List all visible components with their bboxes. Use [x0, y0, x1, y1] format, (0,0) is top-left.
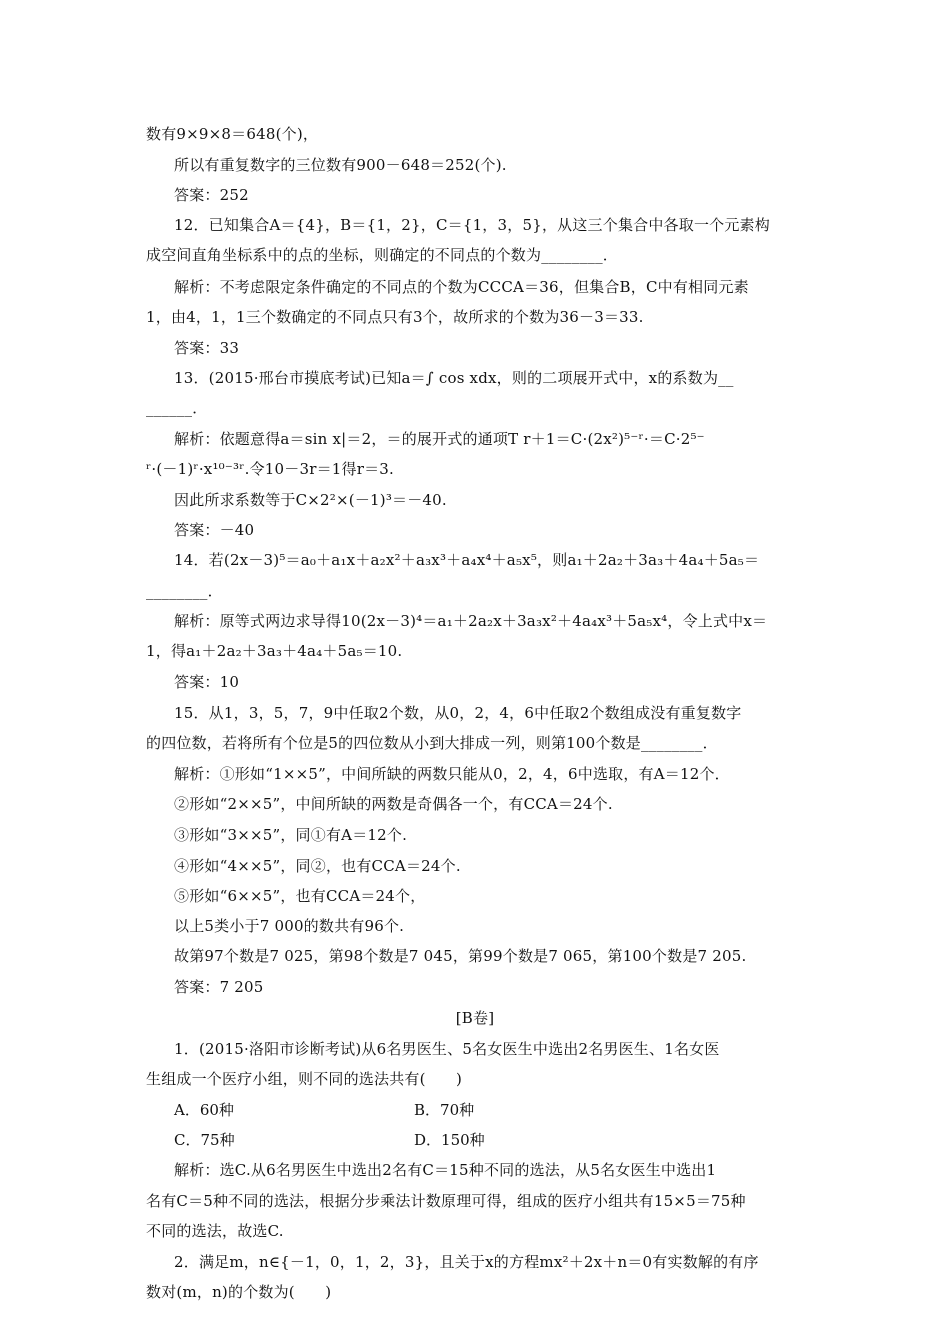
- solution-line: 名有C＝5种不同的选法，根据分步乘法计数原理可得，组成的医疗小组共有15×5＝75种: [146, 1192, 746, 1210]
- solution-line: 1，由4，1，1三个数确定的不同点只有3个，故所求的个数为36－3＝33.: [146, 308, 644, 326]
- question-12-line: 12．已知集合A＝{4}，B＝{1，2}，C＝{1，3，5}，从这三个集合中各取一个元素构: [174, 216, 770, 234]
- solution-line: 解析：原等式两边求导得10(2x－3)⁴＝a₁＋2a₂x＋3a₃x²＋4a₄x³＋5a₅x⁴，令上式中x＝: [174, 612, 768, 630]
- option-a: A．60种: [174, 1101, 234, 1119]
- solution-line: ʳ·(－1)ʳ·x¹⁰⁻³ʳ.令10－3r＝1得r＝3.: [146, 460, 395, 478]
- section-heading: [B卷]: [455, 1009, 495, 1027]
- solution-line: 故第97个数是7 025，第98个数是7 045，第99个数是7 065，第100个数是7 205.: [174, 947, 747, 965]
- solution-line: 解析：依题意得a＝sin x|＝2，＝的展开式的通项T r＋1＝C·(2x²)⁵⁻ʳ·＝C·2⁵⁻: [174, 430, 705, 448]
- solution-line: ④形如“4××5”，同②，也有CCA＝24个.: [174, 857, 461, 875]
- answer-line: 答案：33: [174, 339, 240, 357]
- answer-line: 答案：－40: [174, 521, 255, 539]
- solution-line: 解析：不考虑限定条件确定的不同点的个数为CCCA＝36，但集合B，C中有相同元素: [174, 278, 749, 296]
- option-c: C．75种: [174, 1131, 235, 1149]
- answer-line: 答案：252: [174, 186, 249, 204]
- solution-line: 解析：①形如“1××5”，中间所缺的两数只能从0，2，4，6中选取，有A＝12个．: [174, 765, 730, 783]
- solution-line: 以上5类小于7 000的数共有96个.: [174, 917, 405, 935]
- question-14-line: ________．: [146, 582, 223, 600]
- question-1-line: 生组成一个医疗小组，则不同的选法共有( ): [146, 1070, 463, 1088]
- answer-line: 答案：10: [174, 673, 240, 691]
- option-d: D．150种: [414, 1131, 485, 1149]
- solution-line: 1，得a₁＋2a₂＋3a₃＋4a₄＋5a₅＝10.: [146, 642, 403, 660]
- question-2-line: 数对(m，n)的个数为( ): [146, 1283, 332, 1301]
- question-14-line: 14．若(2x－3)⁵＝a₀＋a₁x＋a₂x²＋a₃x³＋a₄x⁴＋a₅x⁵，则a₁＋2a₂＋3a₃＋4a₄＋5a₅＝: [174, 551, 760, 569]
- solution-line: 因此所求系数等于C×2²×(－1)³＝－40.: [174, 491, 447, 509]
- answer-line: 答案：7 205: [174, 978, 264, 996]
- solution-line: ②形如“2××5”，中间所缺的两数是奇偶各一个，有CCA＝24个.: [174, 795, 613, 813]
- question-12-line: 成空间直角坐标系中的点的坐标，则确定的不同点的个数为________．: [146, 246, 619, 264]
- question-1-line: 1．(2015·洛阳市诊断考试)从6名男医生、5名女医生中选出2名男医生、1名女医: [174, 1040, 720, 1058]
- question-13-line: 13．(2015·邢台市摸底考试)已知a＝∫ cos xdx，则的二项展开式中，x的系数为__: [174, 369, 734, 387]
- question-2-line: 2．满足m，n∈{－1，0，1，2，3}，且关于x的方程mx²＋2x＋n＝0有实数解的有序: [174, 1253, 759, 1271]
- text-line: 所以有重复数字的三位数有900－648＝252(个).: [174, 156, 507, 174]
- text-line: 数有9×9×8＝648(个)，: [146, 125, 319, 143]
- solution-line: ③形如“3××5”，同①有A＝12个.: [174, 826, 408, 844]
- option-b: B．70种: [414, 1101, 475, 1119]
- question-15-line: 的四位数，若将所有个位是5的四位数从小到大排成一列，则第100个数是________．: [146, 734, 718, 752]
- question-13-line: ______．: [146, 399, 208, 417]
- solution-line: 不同的选法，故选C.: [146, 1222, 284, 1240]
- solution-line: 解析：选C.从6名男医生中选出2名有C＝15种不同的选法，从5名女医生中选出1: [174, 1161, 717, 1179]
- solution-line: ⑤形如“6××5”，也有CCA＝24个，: [174, 887, 426, 905]
- question-15-line: 15．从1，3，5，7，9中任取2个数，从0，2，4，6中任取2个数组成没有重复数字: [174, 704, 742, 722]
